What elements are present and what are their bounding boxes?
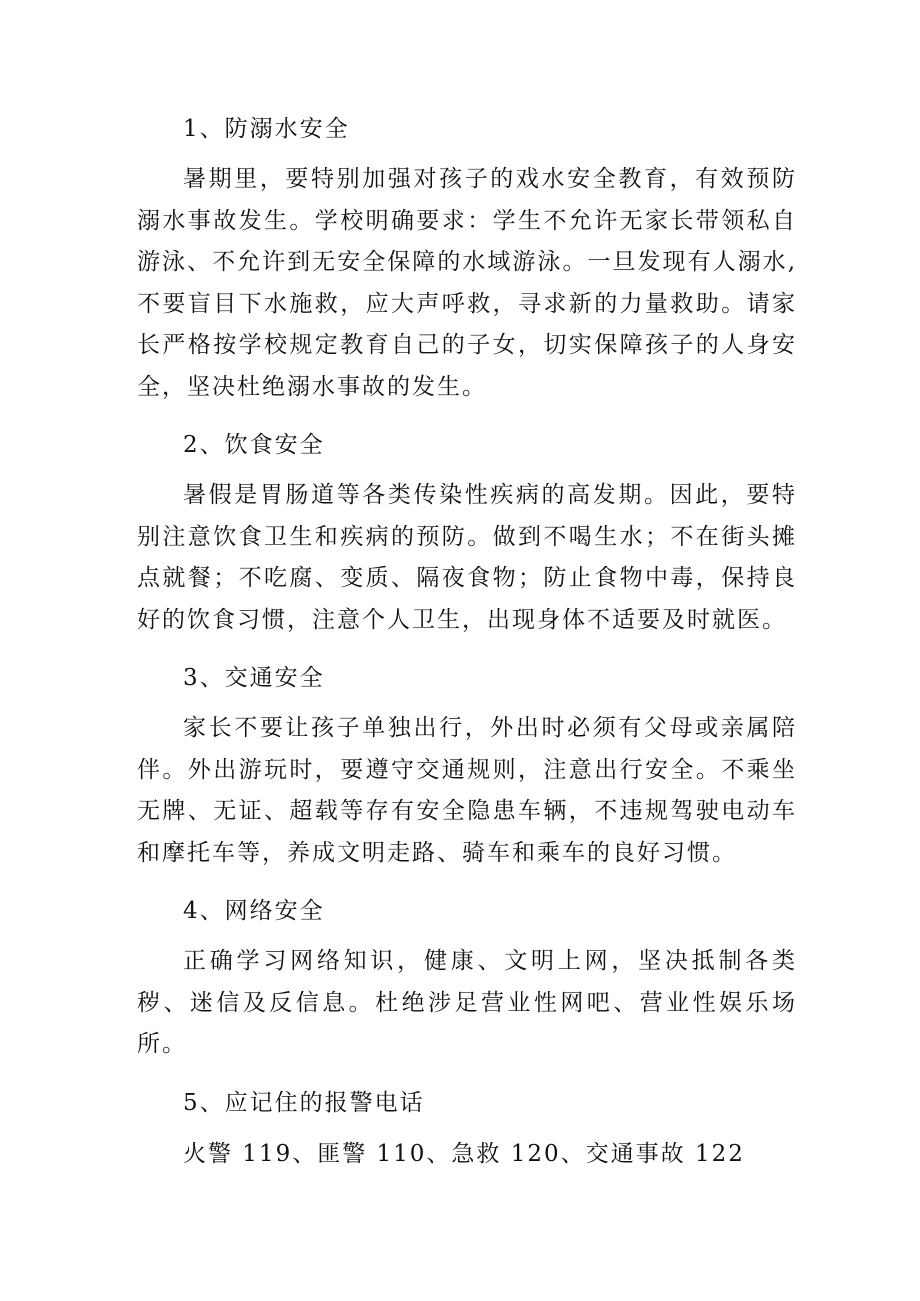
section-heading: 5、应记住的报警电话 xyxy=(183,1089,425,1116)
section-drowning-safety xyxy=(137,108,797,408)
document-body xyxy=(137,108,797,1175)
section-heading: 3、交通安全 xyxy=(183,665,325,691)
section-heading: 1、防溺水安全 xyxy=(183,116,350,142)
section-food-safety xyxy=(137,424,797,641)
emergency-numbers-line: 火警 119、匪警 110、急救 120、交通事故 122 xyxy=(183,1140,745,1167)
section-internet-safety xyxy=(137,890,797,1066)
section-emergency-numbers xyxy=(137,1082,797,1175)
section-paragraph: 正确学习网络知识，健康、文明上网，坚决抵制各类秽、迷信及反信息。杜绝涉足营业性网吧、营业性娱乐场所。 xyxy=(137,948,797,1057)
section-paragraph: 家长不要让孩子单独出行，外出时必须有父母或亲属陪伴。外出游玩时，要遵守交通规则，注意出行安全。不乘坐无牌、无证、超载等存有安全隐患车辆，不违规驾驶电动车和摩托车等，养成文明走路、骑车和乘车的良好习惯。 xyxy=(137,715,797,866)
section-traffic-safety xyxy=(137,657,797,874)
section-paragraph: 暑假是胃肠道等各类传染性疾病的高发期。因此，要特别注意饮食卫生和疾病的预防。做到不喝生水；不在街头摊点就餐；不吃腐、变质、隔夜食物；防止食物中毒，保持良好的饮食习惯，注意个人卫生，出现身体不适要及时就医。 xyxy=(137,482,797,633)
section-paragraph: 暑期里，要特别加强对孩子的戏水安全教育，有效预防溺水事故发生。学校明确要求：学生不允许无家长带领私自游泳、不允许到无安全保障的水域游泳。一旦发现有人溺水,不要盲目下水施救，应大声呼救，寻求新的力量救助。请家长严格按学校规定教育自己的子女，切实保障孩子的人身安全，坚决杜绝溺水事故的发生。 xyxy=(137,166,797,400)
section-heading: 2、饮食安全 xyxy=(183,432,325,458)
section-heading: 4、网络安全 xyxy=(183,898,325,924)
